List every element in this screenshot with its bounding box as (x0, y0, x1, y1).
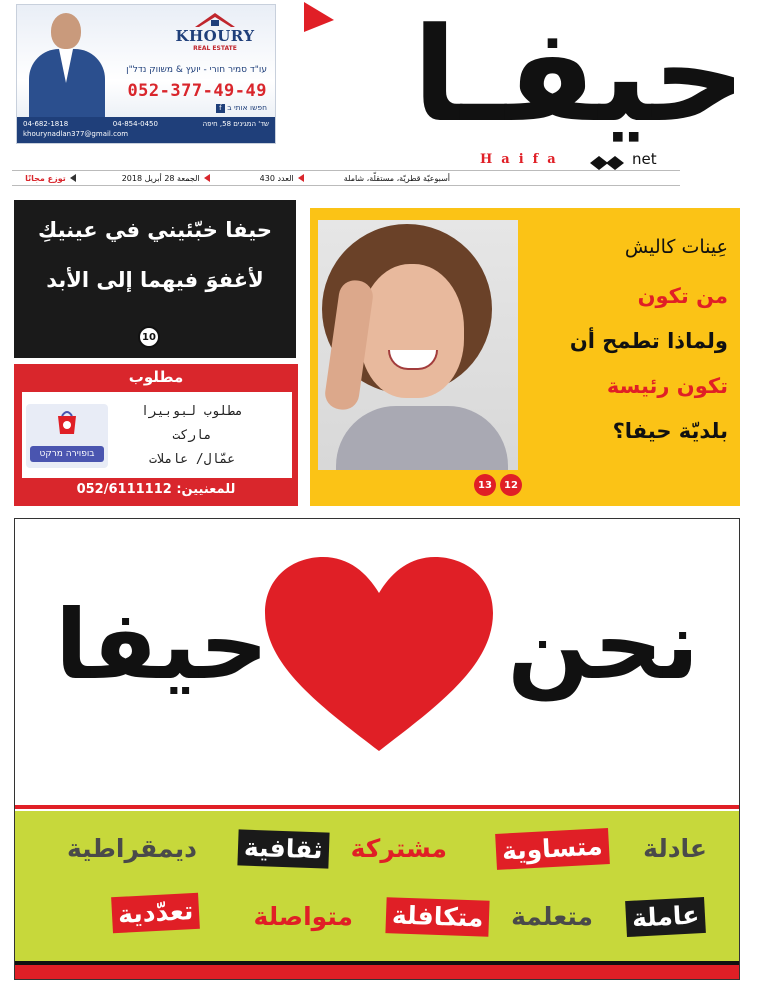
realtor-phone2[interactable]: 04-854-0450 (112, 120, 158, 128)
candidate-feature[interactable] (310, 208, 740, 506)
realtor-fax: 04-682-1818 (23, 120, 69, 128)
facebook-label: חפשו אותי ב (227, 103, 267, 112)
realtor-name: עו"ד סמיר חורי - יועץ & משווק נדל"ן (126, 65, 267, 75)
value-word: متساوية (496, 828, 610, 870)
headline-line-4: بلديّة حيفا؟ (612, 419, 728, 443)
page-badge: 12 (500, 474, 522, 496)
banner-divider (15, 805, 739, 809)
poem-line-1: حيفا خبّئيني في عينيكِ (38, 218, 272, 242)
issue-number: العدد 430 (259, 173, 294, 183)
we-love-haifa-banner[interactable] (14, 518, 740, 980)
wanted-line-2: ماركت (172, 428, 212, 443)
realtor-address: שד' המגינים 58, חיפה (202, 120, 269, 128)
value-word: متكافلة (385, 897, 490, 937)
value-word: ديمقراطية (66, 834, 197, 863)
wanted-line-1: مطلوب لبوبيرا (141, 404, 243, 419)
weekly-description: أسبوعيّة قطريّة، مستقلّة، شاملة (343, 173, 450, 183)
marker-triangle-icon (70, 174, 76, 182)
headline-line-3: تكون رئيسة (606, 374, 728, 398)
realtor-brand-sub: REAL ESTATE (193, 45, 237, 52)
page-badge: 10 (138, 326, 160, 348)
headline-line-1: من تكون (637, 284, 728, 308)
feature-headline (508, 274, 728, 454)
facebook-icon: f (216, 104, 225, 113)
masthead-net: net (632, 150, 657, 168)
candidate-name: عِينات كاليش (624, 236, 728, 258)
market-logo-text: בופוירה מרקט (30, 446, 104, 462)
wanted-ad[interactable] (14, 364, 298, 506)
page-badge: 13 (474, 474, 496, 496)
masthead-latin: Haifa (480, 152, 565, 167)
value-word: تعدّدية (111, 893, 200, 934)
wanted-contact[interactable]: للمعنيين: 052/6111112 (76, 482, 236, 497)
realtor-phone[interactable]: 052-377-49-49 (127, 81, 267, 101)
market-logo (26, 404, 108, 468)
value-word: ثقافية (238, 829, 330, 868)
poem-line-2: لأغفوَ فيهما إلى الأبد (46, 268, 264, 292)
wanted-body (22, 392, 292, 478)
masthead-diamonds-icon (590, 156, 630, 170)
realtor-ad[interactable] (16, 4, 276, 144)
marker-triangle-icon (298, 174, 304, 182)
masthead[interactable] (300, 0, 750, 180)
heart-icon (259, 555, 499, 755)
value-word: متواصلة (253, 902, 353, 931)
wanted-text (102, 400, 282, 472)
value-word: عاملة (625, 897, 706, 937)
value-word: مشتركة (350, 834, 447, 863)
candidate-photo (318, 220, 518, 470)
free-distribution: توزع مجانًا (25, 173, 66, 183)
banner-word-we: نحن (507, 589, 699, 701)
wanted-header: مطلوب (128, 368, 184, 386)
wanted-line-3: عمّال/ عاملات (148, 452, 236, 467)
values-panel (15, 811, 739, 967)
value-word: عادلة (643, 834, 707, 863)
issue-date: الجمعة 28 أبريل 2018 (121, 173, 200, 183)
poem-teaser[interactable] (14, 200, 296, 358)
realtor-contact-bar (17, 117, 275, 143)
shopping-bag-icon (52, 406, 82, 436)
issue-info-line (12, 170, 680, 186)
realtor-facebook[interactable] (97, 103, 267, 113)
headline-line-2: ولماذا تطمح أن (569, 329, 728, 353)
value-word: متعلمة (511, 902, 593, 931)
banner-word-haifa: حيفا (55, 589, 269, 701)
banner-bottom-bar (15, 965, 739, 979)
masthead-logo: حيفـا (412, 0, 746, 151)
realtor-brand: KHOURY (175, 27, 255, 45)
realtor-email[interactable]: khourynadlan377@gmail.com (23, 130, 129, 138)
marker-triangle-icon (204, 174, 210, 182)
